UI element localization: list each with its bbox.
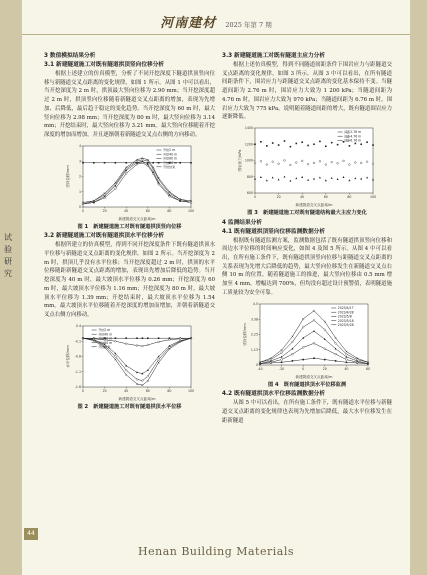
x-tick-label: 60 — [145, 208, 150, 213]
data-point — [125, 162, 127, 164]
data-point — [346, 361, 348, 363]
data-point — [168, 338, 170, 340]
x-tick-label: -40 — [257, 366, 263, 371]
figure-2-caption: 图 2 新建隧道施工对既有隧道拱顶水平位移 — [77, 403, 182, 410]
data-point — [335, 360, 337, 362]
data-point — [141, 337, 143, 339]
x-axis-label: 新建隧道交叉点距离/m — [117, 216, 156, 221]
data-point — [296, 143, 298, 145]
y-tick-label: -1.6 — [74, 384, 81, 389]
y-tick-label: 4 — [78, 143, 81, 148]
y-tick-label: 0 — [78, 204, 81, 209]
data-point — [290, 146, 292, 148]
data-point — [292, 353, 294, 355]
legend-label: 开挖2 m — [162, 147, 175, 152]
x-tick-label: 20 — [276, 194, 281, 199]
subsection-heading: 3.2 新建隧道施工对既有隧道拱顶水平位移分析 — [44, 233, 165, 240]
data-point — [278, 144, 280, 146]
page-number: 44 — [24, 528, 38, 540]
data-point — [136, 163, 138, 165]
section-heading: 4 监测结果分析 — [222, 219, 263, 226]
data-point — [292, 360, 294, 362]
data-point — [190, 162, 192, 164]
data-point — [313, 342, 315, 344]
legend-label: 开挖80 m — [97, 340, 112, 345]
data-point — [324, 347, 326, 349]
legend-label: 开挖结束 — [97, 344, 111, 349]
y-tick-label: -0.6 — [74, 354, 81, 359]
data-point — [114, 337, 116, 339]
data-point — [343, 160, 345, 162]
issue-label: 2025 年第 7 期 — [225, 21, 272, 29]
data-point — [254, 143, 256, 145]
data-point — [281, 358, 283, 360]
data-point — [337, 144, 339, 146]
data-point — [313, 162, 315, 164]
data-point — [307, 163, 309, 165]
legend-label: 2023/5/8 — [337, 314, 352, 319]
legend-label: 2023/5/18 — [337, 318, 354, 323]
body-paragraph: 根据上述建立的仿真模型，分析了不同开挖深度下隧道拱顶竖向位移与新隧道交叉点距离的变化规律，如图 1 所示。从图 1 中可以看出，当开挖深度为 2 m 时，拱顶最大竖向位移为 2.90 mm；当开挖深度超过 2 m 时，拱顶竖向位移随着新隧道交叉点距离的增加，表现为先增加、后降低，最后趋于稳定的变化趋势。当开挖深度为 60 m 时，最大竖向位移为 2.98 mm；当开挖深度为 80 m 时，最大竖向位移为 3.14 mm；开挖结束时，最大竖向位移为 3.21 mm。最大竖向位移随着开挖深度的增加而增加，并且逐渐朝着新隧道交叉点右侧的方向移动。 — [44, 71, 215, 138]
data-point — [103, 197, 105, 199]
y-tick-label: 1200 — [244, 142, 253, 147]
data-point — [319, 141, 321, 143]
y-tick-label: 4.5 — [252, 301, 258, 306]
legend-label: 2023/5/28 — [337, 322, 354, 327]
y-axis-label: 围岩应力/kPa — [238, 149, 242, 172]
data-point — [266, 164, 268, 166]
data-point — [355, 143, 357, 145]
data-point — [325, 145, 327, 147]
data-point — [136, 337, 138, 339]
data-point — [301, 141, 303, 143]
figure-2-chart — [65, 323, 195, 401]
y-tick-label: 3.38 — [250, 316, 258, 321]
data-point — [93, 162, 95, 164]
data-point — [284, 140, 286, 142]
data-point — [313, 357, 315, 359]
y-tick-label: 2.25 — [250, 332, 258, 337]
data-point — [349, 164, 351, 166]
data-point — [141, 345, 143, 347]
data-point — [254, 162, 256, 164]
x-tick-label: 80 — [166, 388, 171, 393]
data-point — [260, 160, 262, 162]
data-point — [360, 162, 362, 164]
x-tick-label: 40 — [344, 366, 349, 371]
data-point — [272, 142, 274, 144]
legend-label: 开挖40 m — [162, 152, 177, 157]
data-point — [366, 161, 368, 163]
x-tick-label: 60 — [145, 388, 150, 393]
y-tick-label: 1 — [78, 189, 81, 194]
legend-label: 间距6.76 m — [344, 138, 362, 143]
data-point — [372, 163, 374, 165]
subsection-heading: 4.1 既有隧道拱顶竖向位移监测数据分析 — [222, 228, 326, 235]
x-tick-label: 100 — [187, 208, 194, 213]
data-point — [360, 143, 362, 145]
data-point — [372, 144, 374, 146]
data-point — [346, 358, 348, 360]
x-tick-label: 60 — [323, 194, 328, 199]
running-footer: Henan Building Materials — [138, 545, 294, 558]
data-point — [114, 187, 116, 189]
data-point — [179, 338, 181, 340]
legend-label: 开挖40 m — [97, 332, 112, 337]
y-tick-label: -1.1 — [74, 369, 81, 374]
subsection-heading: 4.2 既有隧道拱顶水平位移监测数据分析 — [222, 391, 326, 398]
data-point — [319, 160, 321, 162]
data-point — [354, 162, 356, 164]
x-tick-label: 0 — [81, 208, 84, 213]
y-axis-label: 竖向位移/mm — [65, 164, 70, 188]
data-point — [125, 342, 127, 344]
data-point — [82, 162, 84, 164]
x-tick-label: 80 — [166, 208, 171, 213]
body-paragraph: 根据上述仿真模型，得到不同隧道间距条件下围岩应力与距隧道交叉点距离的变化规律，如图 3 所示。从图 3 中可以看出，在所有隧道间距条件下，围岩应力与距隧道交叉点距离的变化基本保持不变。当隧道间距为 2.76 m 时，围岩应力大致为 1 200 kPa；当隧道间距为 4.76 m 时，围岩应力大致为 970 kPa；当隧道间距为 6.76 m 时，围岩应力大致为 775 kPa。说明随着隧道间距的增大，既有隧道围岩应力逐渐降低。 — [222, 62, 392, 121]
y-axis-label: 竖向位移/mm — [243, 322, 247, 346]
x-tick-label: 20 — [322, 366, 327, 371]
data-point — [266, 145, 268, 147]
journal-title: 河南建材 — [160, 16, 217, 31]
legend-label: 间距4.76 m — [344, 134, 362, 139]
subsection-heading: 3.1 新建隧道施工对既有隧道拱顶竖向位移分析 — [44, 62, 165, 68]
y-axis-label: 水平位移/mm — [65, 344, 70, 368]
data-point — [179, 162, 181, 164]
data-point — [331, 142, 333, 144]
data-point — [114, 340, 116, 342]
side-tab-char: 验 — [4, 245, 12, 254]
y-tick-label: 3 — [78, 159, 81, 164]
figure-1-chart — [65, 143, 195, 221]
data-point — [290, 164, 292, 166]
data-point — [366, 141, 368, 143]
data-point — [260, 141, 262, 143]
data-point — [136, 344, 138, 346]
x-tick-label: 20 — [102, 388, 107, 393]
y-tick-label: 800 — [246, 174, 253, 179]
data-point — [141, 162, 143, 164]
legend-label: 开挖结束 — [162, 164, 175, 169]
y-tick-label: 0 — [255, 362, 258, 367]
body-paragraph: 从图 5 中可以看出，在所有施工条件下，既有隧道水平位移与新隧道交叉点距离的变化规律也表现为先增加后降低，最大水平位移发生在距新隧道 — [222, 400, 392, 424]
figure-4-caption: 图 4 既有隧道拱顶水平位移监测 — [267, 381, 347, 388]
x-axis-label: 新建隧道交叉点距离/m — [295, 374, 333, 379]
data-point — [301, 160, 303, 162]
data-point — [157, 337, 159, 339]
running-header — [22, 12, 410, 35]
data-point — [147, 337, 149, 339]
legend-label: 开挖2 m — [97, 327, 110, 332]
section-side-tab — [0, 232, 16, 280]
data-point — [335, 353, 337, 355]
x-tick-label: 40 — [123, 208, 128, 213]
legend-label: 间距2.76 m — [344, 130, 362, 135]
data-point — [324, 358, 326, 360]
data-point — [103, 162, 105, 164]
legend-label: 2023/4/17 — [337, 305, 354, 310]
y-tick-label: 1000 — [244, 158, 253, 163]
x-axis-label: 新建隧道交叉点距离/m — [117, 396, 156, 401]
data-point — [302, 346, 304, 348]
x-tick-label: 80 — [347, 194, 352, 199]
y-tick-label: -0.1 — [74, 339, 81, 344]
data-point — [168, 195, 170, 197]
data-point — [295, 162, 297, 164]
data-point — [313, 143, 315, 145]
data-point — [284, 160, 286, 162]
right-column — [222, 52, 392, 425]
data-point — [307, 145, 309, 147]
y-tick-label: 0.4 — [75, 323, 81, 328]
x-tick-label: 40 — [300, 194, 305, 199]
y-tick-label: 600 — [246, 191, 253, 196]
x-tick-label: 100 — [369, 194, 377, 199]
data-point — [337, 162, 339, 164]
data-point — [349, 145, 351, 147]
data-point — [302, 358, 304, 360]
legend-label: 开挖60 m — [97, 336, 112, 341]
data-point — [146, 344, 148, 346]
y-tick-label: 1400 — [244, 126, 253, 131]
body-paragraph: 根据既有隧道监测方案，监测数据包括了既有隧道拱顶竖向位移和周边水平位移的时间响应变化，如图 4 及图 5 所示。从图 4 中可以看出，在所有施工条件下，既有隧道拱顶竖向位移与距隧道交叉点距离的关系表现为先增大后降低的趋势，最大竖向位移发生在新隧道交叉点右侧 10 m 的位置。随着隧道施工的推进，最大竖向位移由 0.5 mm 增加至 4 mm，增幅达到 700%，但均没有超过设计预警值，表明隧道施工质量较为安全可靠。 — [222, 237, 392, 296]
side-tab-char: 研 — [4, 257, 12, 266]
x-tick-label: 40 — [123, 388, 128, 393]
x-tick-label: 0 — [302, 366, 305, 371]
x-tick-label: -20 — [278, 366, 285, 371]
figure-3-chart — [237, 125, 377, 207]
side-tab-char: 究 — [4, 269, 12, 278]
data-point — [157, 341, 159, 343]
legend-label: 开挖60 m — [162, 156, 177, 161]
x-axis-label: 新建隧道交叉点距离/m — [295, 202, 333, 207]
body-paragraph: 根据所建立的仿真模型，得到不同开挖深度条件下既有隧道拱顶水平位移与新隧道交叉点距离的变化规律，如图 2 所示。当开挖深度为 2 m 时，拱顶几乎没有水平位移；当开挖深度超过 2 m 时，拱顶的水平位移随距新隧道交叉点距离的增加，表现出先增加后降低的趋势。当开挖深度为 40 m 时，最大坡顶水平位移为 0.26 mm；开挖深度为 60 m 时，最大坡顶水平位移为 1.16 mm；开挖深度为 80 m 时，最大坡顶水平位移为 1.39 mm；开挖结束时，最大坡顶水平位移为 1.54 mm。最大坡顶水平位移随着开挖深度的增加而增加，并朝着新隧道交叉点右侧方向移动。 — [44, 242, 215, 318]
side-tab-char: 试 — [4, 233, 12, 242]
x-tick-label: 100 — [187, 388, 194, 393]
legend-label: 开挖80 m — [162, 160, 177, 165]
figure-1-caption: 图 1 新建隧道施工对既有隧道拱顶竖向位移 — [77, 223, 182, 230]
data-point — [114, 162, 116, 164]
data-point — [325, 164, 327, 166]
data-point — [125, 337, 127, 339]
data-point — [125, 172, 127, 174]
subsection-heading: 3.3 新建隧道施工对既有隧道主应力分析 — [222, 53, 326, 59]
x-tick-label: 0 — [81, 388, 84, 393]
y-tick-label: 1.13 — [250, 347, 258, 352]
legend-label: 2023/4/28 — [337, 309, 354, 314]
figure-4-chart — [242, 301, 372, 379]
data-point — [281, 361, 283, 363]
section-heading: 3 数值模拟结果分析 — [44, 53, 96, 59]
figure-3-caption: 图 3 新建隧道施工对既有隧道结构最大主应力变化 — [247, 209, 367, 216]
data-point — [331, 161, 333, 163]
data-point — [272, 161, 274, 163]
left-column — [44, 52, 215, 412]
x-tick-label: 0 — [253, 194, 257, 199]
x-tick-label: 20 — [102, 208, 107, 213]
x-tick-label: 60 — [365, 366, 371, 371]
y-tick-label: 2 — [78, 174, 81, 179]
data-point — [278, 163, 280, 165]
data-point — [152, 162, 154, 164]
